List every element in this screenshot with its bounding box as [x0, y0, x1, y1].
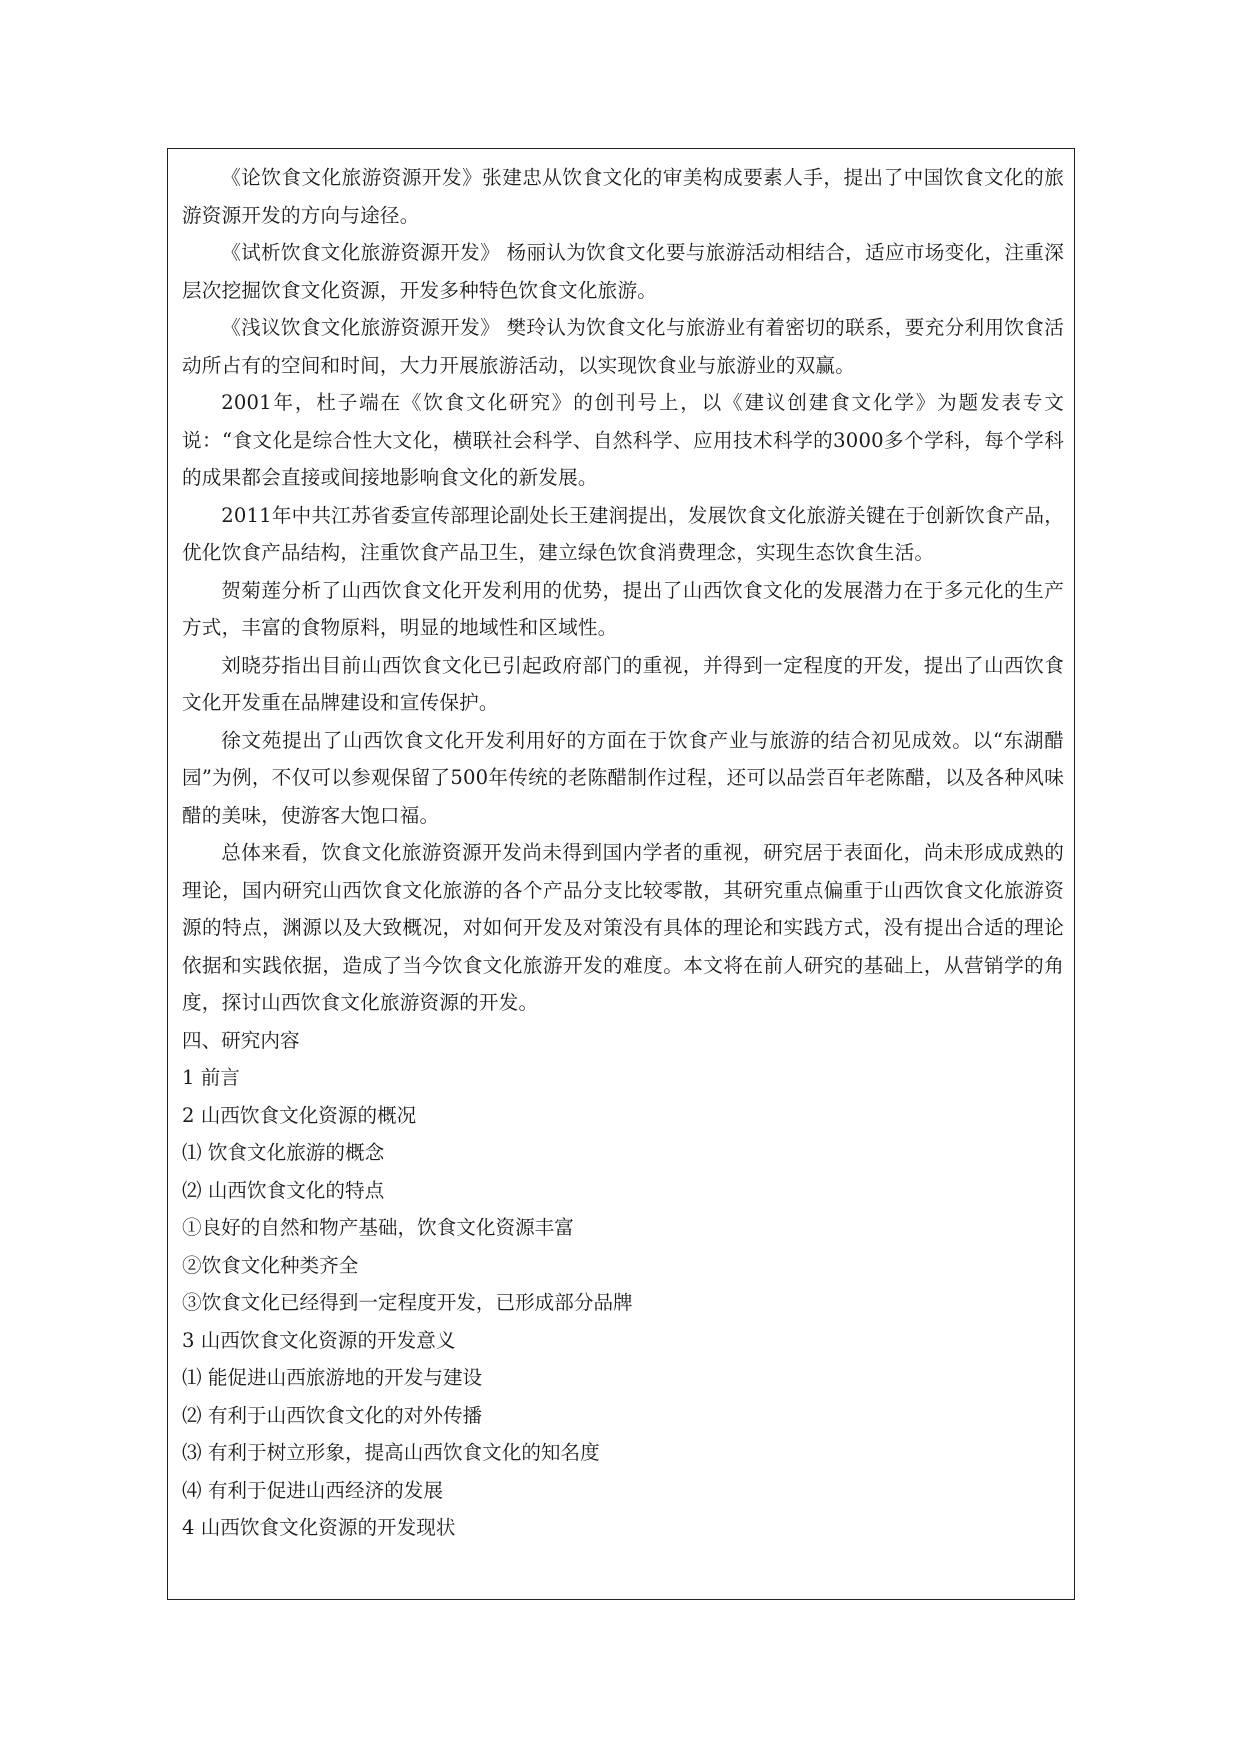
outline-item: 3 山西饮食文化资源的开发意义 — [182, 1328, 456, 1352]
document-frame — [167, 148, 1075, 1600]
section-heading: 四、研究内容 — [182, 1028, 300, 1052]
outline-item: 4 山西饮食文化资源的开发现状 — [182, 1516, 456, 1539]
paragraph: 贺菊莲分析了山西饮食文化开发利用的优势，提出了山西饮食文化的发展潜力在于多元化的生产方式，丰富的食物原料，明显的地域性和区域性。 — [182, 578, 1064, 639]
outline-item: ②饮食文化种类齐全 — [182, 1253, 359, 1277]
outline-item: ③饮食文化已经得到一定程度开发，已形成部分品牌 — [182, 1291, 633, 1314]
outline-item: ⑴ 能促进山西旅游地的开发与建设 — [182, 1366, 483, 1389]
paragraph: 刘晓芬指出目前山西饮食文化已引起政府部门的重视，并得到一定程度的开发，提出了山西饮食文化开发重在品牌建设和宣传保护。 — [182, 653, 1064, 714]
outline-item: ⑷ 有利于促进山西经济的发展 — [182, 1478, 443, 1502]
outline-item: ⑵ 有利于山西饮食文化的对外传播 — [182, 1403, 483, 1427]
outline-item: 1 前言 — [182, 1066, 240, 1089]
paragraph: 2011年中共江苏省委宣传部理论副处长王建润提出，发展饮食文化旅游关键在于创新饮食产品，优化饮食产品结构，注重饮食产品卫生，建立绿色饮食消费理念，实现生态饮食生活。 — [182, 503, 1064, 564]
paragraph: 《浅议饮食文化旅游资源开发》 樊玲认为饮食文化与旅游业有着密切的联系，要充分利用饮食活动所占有的空间和时间，大力开展旅游活动，以实现饮食业与旅游业的双赢。 — [182, 316, 1064, 377]
paragraph: 2001年，杜子端在《饮食文化研究》的创刊号上，以《建议创建食文化学》为题发表专文说：“食文化是综合性大文化，横联社会科学、自然科学、应用技术科学的3000多个学科，每个学科的成果都会直接或间接地影响食文化的新发展。 — [182, 391, 1064, 489]
paragraph: 《试析饮食文化旅游资源开发》 杨丽认为饮食文化要与旅游活动相结合，适应市场变化，注重深层次挖掘饮食文化资源，开发多种特色饮食文化旅游。 — [182, 241, 1064, 302]
paragraph: 徐文苑提出了山西饮食文化开发利用好的方面在于饮食产业与旅游的结合初见成效。以“东湖醋园”为例，不仅可以参观保留了500年传统的老陈醋制作过程，还可以品尝百年老陈醋，以及各种风味醋的美味，使游客大饱口福。 — [182, 728, 1064, 827]
outline-item: ①良好的自然和物产基础，饮食文化资源丰富 — [182, 1216, 574, 1239]
outline-item: 2 山西饮食文化资源的概况 — [182, 1103, 417, 1127]
outline-item: ⑴ 饮食文化旅游的概念 — [182, 1141, 385, 1164]
paragraph: 总体来看，饮食文化旅游资源开发尚未得到国内学者的重视，研究居于表面化，尚未形成成熟的理论，国内研究山西饮食文化旅游的各个产品分支比较零散，其研究重点偏重于山西饮食文化旅游资源的特点，渊源以及大致概况，对如何开发及对策没有具体的理论和实践方式，没有提出合适的理论依据和实践依据，造成了当今饮食文化旅游开发的难度。本文将在前人研究的基础上，从营销学的角度，探讨山西饮食文化旅游资源的开发。 — [182, 841, 1064, 1014]
outline-item: ⑶ 有利于树立形象，提高山西饮食文化的知名度 — [182, 1441, 600, 1464]
outline-item: ⑵ 山西饮食文化的特点 — [182, 1178, 385, 1202]
paragraph: 《论饮食文化旅游资源开发》张建忠从饮食文化的审美构成要素人手，提出了中国饮食文化的旅游资源开发的方向与途径。 — [182, 166, 1064, 227]
